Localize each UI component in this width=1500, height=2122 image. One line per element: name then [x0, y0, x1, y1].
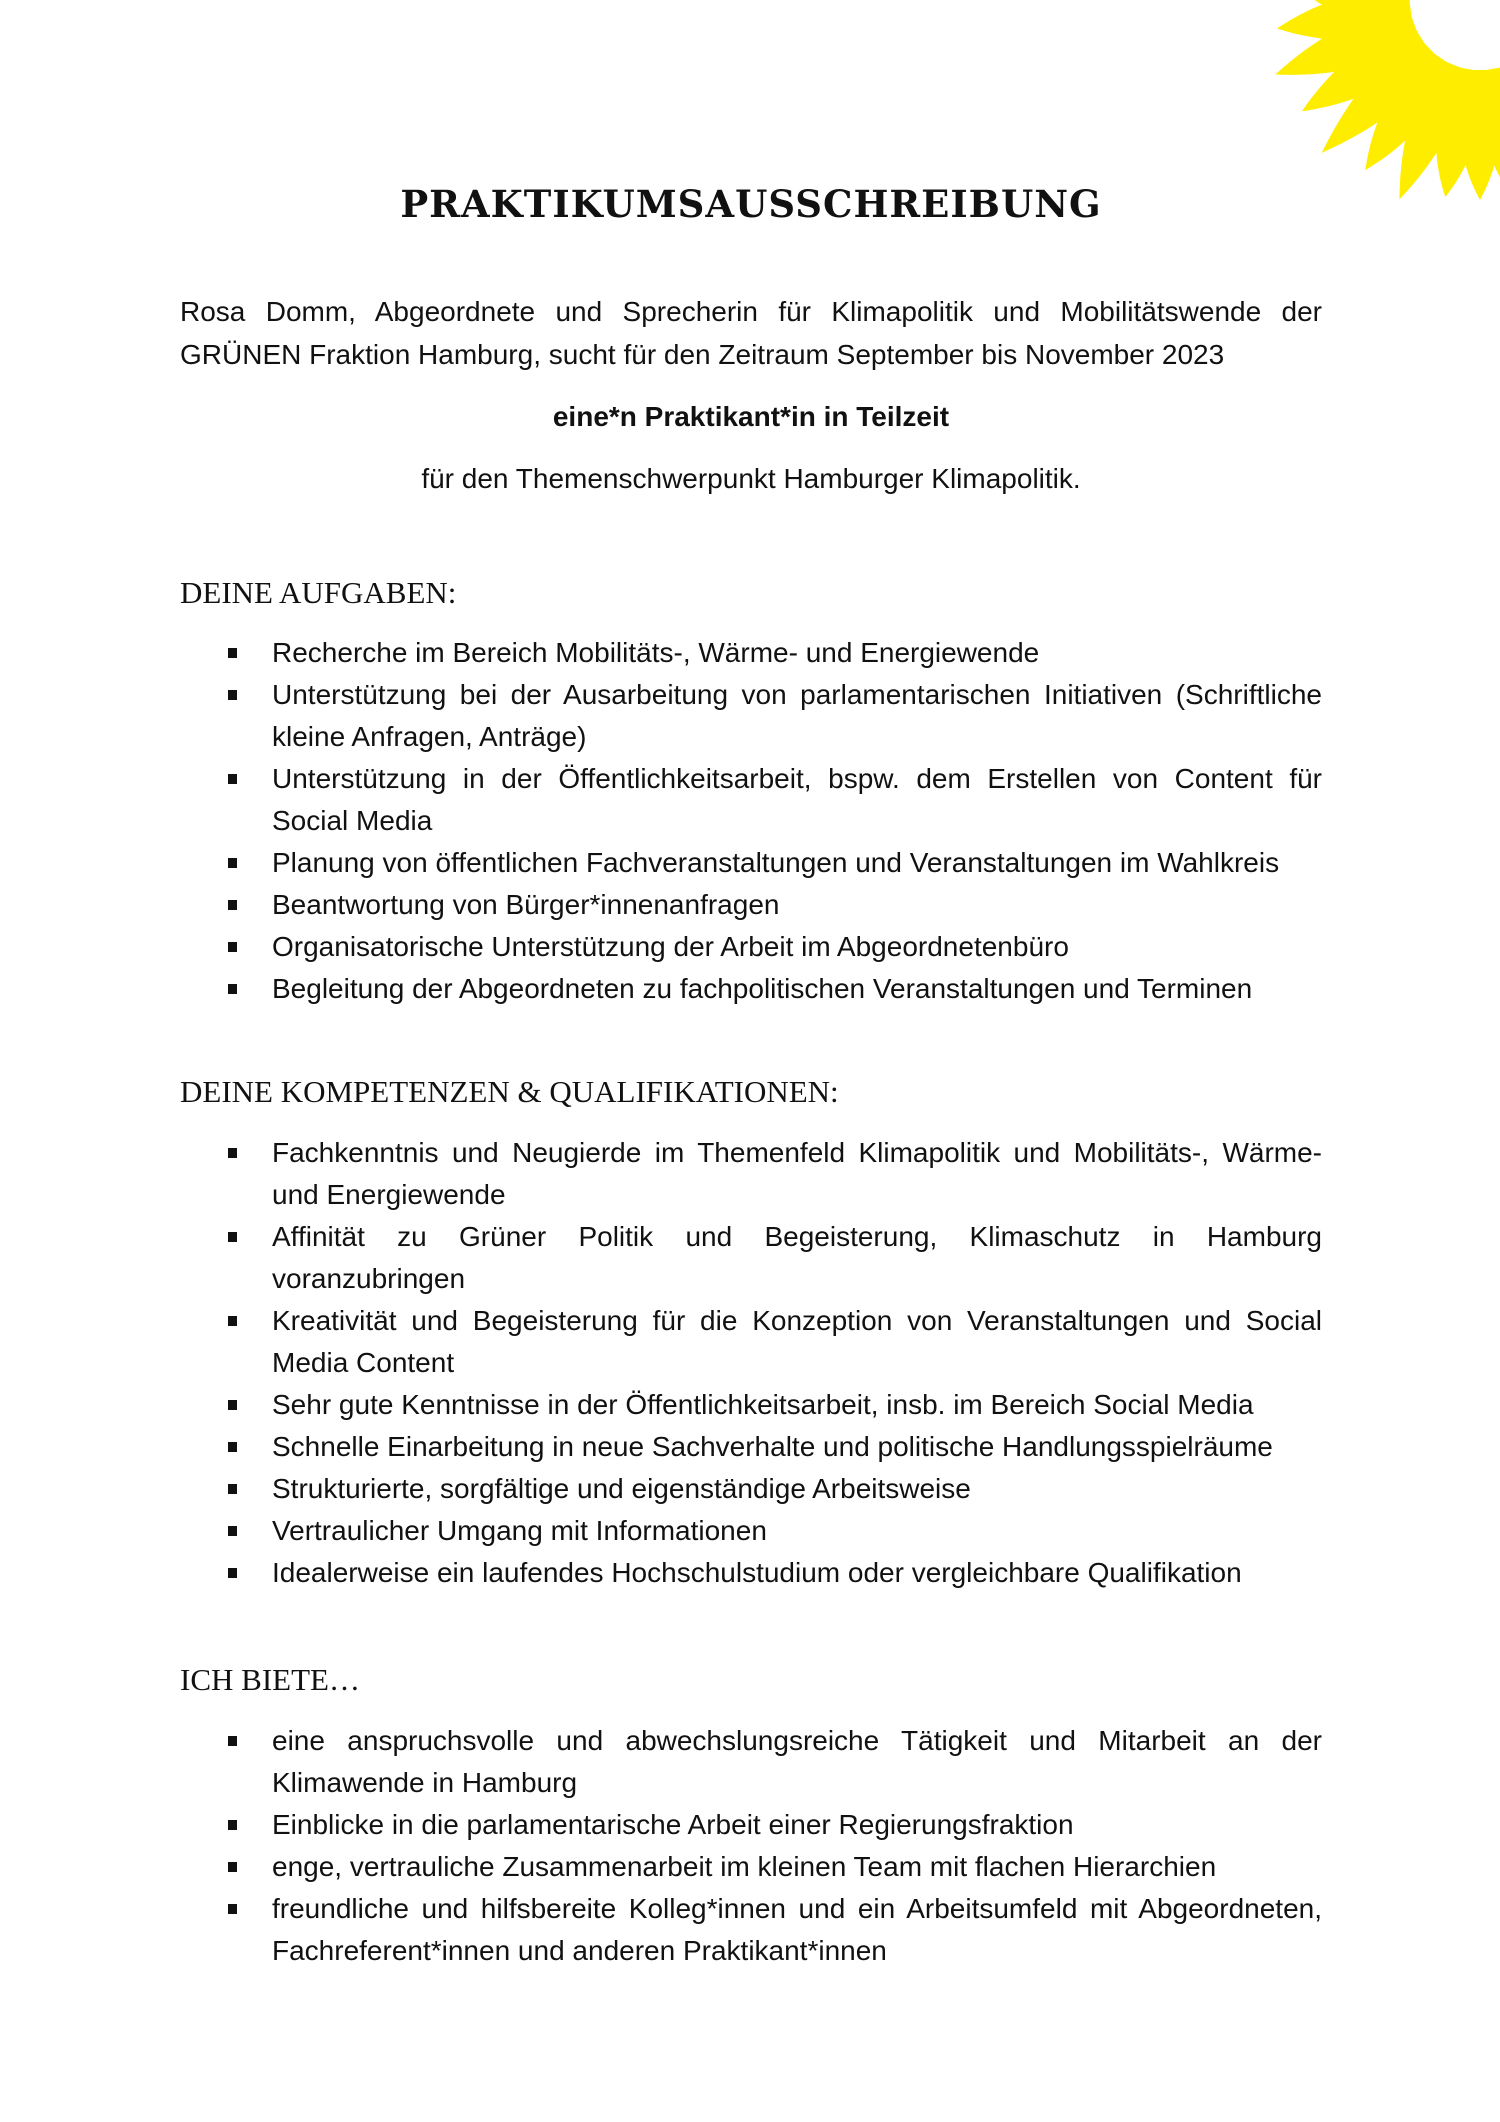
section-heading-kompetenzen: DEINE KOMPETENZEN & QUALIFIKATIONEN:	[180, 1074, 839, 1109]
list-item: Sehr gute Kenntnisse in der Öffentlichkeitsarbeit, insb. im Bereich Social Media	[180, 1384, 1322, 1426]
bullet-icon	[228, 774, 237, 784]
bullet-icon	[228, 690, 237, 700]
list-item: Schnelle Einarbeitung in neue Sachverhalte und politische Handlungsspielräume	[180, 1426, 1322, 1468]
list-item: Recherche im Bereich Mobilitäts-, Wärme- und Energiewende	[180, 632, 1322, 674]
position-title: eine*n Praktikant*in in Teilzeit	[552, 401, 950, 432]
intro-paragraph: Rosa Domm, Abgeordnete und Sprecherin für Klimapolitik und Mobilitätswende der GRÜNEN Fraktion Hamburg, sucht für den Zeitraum September bis November 2023	[180, 296, 1322, 370]
list-item: Unterstützung in der Öffentlichkeitsarbeit, bspw. dem Erstellen von Content für Social Media	[180, 758, 1322, 842]
list-item: enge, vertrauliche Zusammenarbeit im kleinen Team mit flachen Hierarchien	[180, 1846, 1322, 1888]
list-item: Einblicke in die parlamentarische Arbeit einer Regierungsfraktion	[180, 1804, 1322, 1846]
list-item: Affinität zu Grüner Politik und Begeisterung, Klimaschutz in Hamburg voranzubringen	[180, 1216, 1322, 1300]
section-heading-aufgaben: DEINE AUFGABEN:	[180, 575, 457, 610]
list-item: Beantwortung von Bürger*innenanfragen	[180, 884, 1322, 926]
bullet-icon	[228, 1484, 237, 1494]
bullet-icon	[228, 1148, 237, 1158]
bullet-icon	[228, 1736, 237, 1746]
list-item: Unterstützung bei der Ausarbeitung von parlamentarischen Initiativen (Schriftliche kleine Anfragen, Anträge)	[180, 674, 1322, 758]
bullet-icon	[228, 1904, 237, 1914]
list-item: Kreativität und Begeisterung für die Konzeption von Veranstaltungen und Social Media Content	[180, 1300, 1322, 1384]
bullet-icon	[228, 1568, 237, 1578]
bullet-icon	[228, 984, 237, 994]
bullet-icon	[228, 1400, 237, 1410]
bullet-icon	[228, 858, 237, 868]
bullet-icon	[228, 1316, 237, 1326]
list-item: freundliche und hilfsbereite Kolleg*innen und ein Arbeitsumfeld mit Abgeordneten, Fachreferent*innen und anderen Praktikant*innen	[180, 1888, 1322, 1972]
list-item: Strukturierte, sorgfältige und eigenständige Arbeitsweise	[180, 1468, 1322, 1510]
list-item: Fachkenntnis und Neugierde im Themenfeld Klimapolitik und Mobilitäts-, Wärme- und Energiewende	[180, 1132, 1322, 1216]
bullet-icon	[228, 900, 237, 910]
bullet-icon	[228, 1232, 237, 1242]
bullet-icon	[228, 1526, 237, 1536]
bullet-icon	[228, 1862, 237, 1872]
bullet-icon	[228, 1820, 237, 1830]
section-heading-angebot: ICH BIETE…	[180, 1662, 360, 1697]
list-item: Organisatorische Unterstützung der Arbeit im Abgeordnetenbüro	[180, 926, 1322, 968]
list-item: Begleitung der Abgeordneten zu fachpolitischen Veranstaltungen und Terminen	[180, 968, 1322, 1010]
bullet-icon	[228, 942, 237, 952]
list-item: Planung von öffentlichen Fachveranstaltungen und Veranstaltungen im Wahlkreis	[180, 842, 1322, 884]
list-item: eine anspruchsvolle und abwechslungsreiche Tätigkeit und Mitarbeit an der Klimawende in Hamburg	[180, 1720, 1322, 1804]
tasks-list	[180, 632, 1322, 1010]
list-item: Idealerweise ein laufendes Hochschulstudium oder vergleichbare Qualifikation	[180, 1552, 1322, 1594]
bullet-icon	[228, 648, 237, 658]
offer-list	[180, 1720, 1322, 1972]
qualifications-list	[180, 1132, 1322, 1594]
list-item: Vertraulicher Umgang mit Informationen	[180, 1510, 1322, 1552]
page-title: PRAKTIKUMSAUSSCHREIBUNG	[400, 182, 1102, 226]
bullet-icon	[228, 1442, 237, 1452]
focus-line: für den Themenschwerpunkt Hamburger Klimapolitik.	[421, 463, 1081, 494]
